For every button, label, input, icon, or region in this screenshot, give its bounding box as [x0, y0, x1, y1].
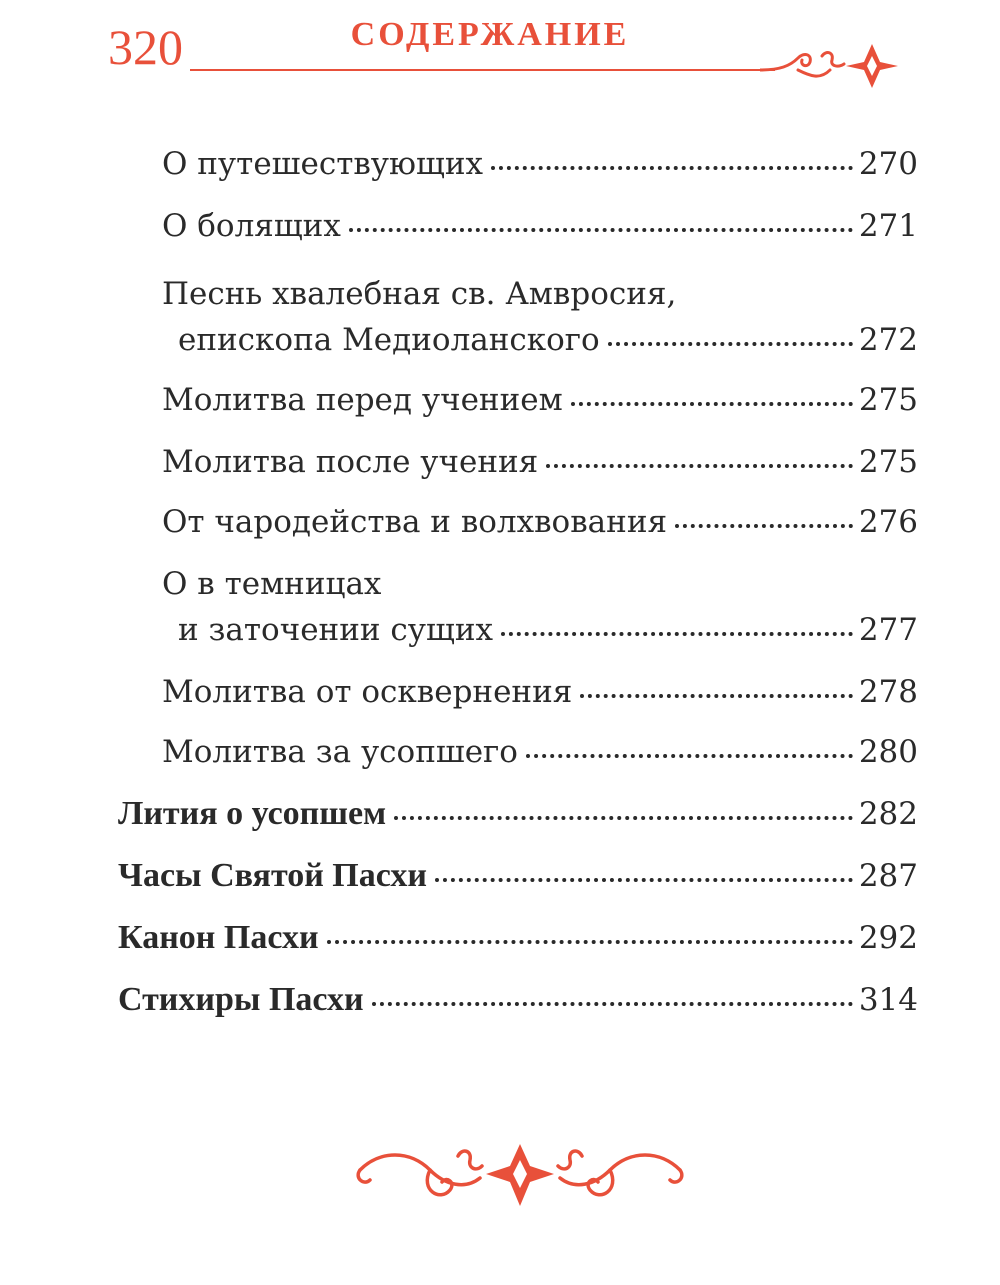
toc-entry-title: О путешествующих [162, 146, 483, 182]
toc-entry-page: 282 [858, 796, 918, 832]
toc-entry-page: 276 [858, 504, 918, 540]
toc-entry-page: 292 [858, 920, 918, 956]
flourish-ornament-icon [760, 36, 900, 96]
toc-entry-title: Канон Пасхи [118, 919, 319, 956]
toc-entry-title: Молитва после учения [162, 444, 539, 480]
leader-dots [526, 754, 853, 758]
toc-entry-page: 277 [858, 612, 918, 648]
toc-entry-page: 287 [858, 858, 918, 894]
toc-entry-title: Лития о усопшем [118, 795, 387, 832]
leader-dots [675, 524, 853, 528]
toc-entry-page: 314 [858, 982, 918, 1018]
leader-dots [491, 166, 853, 170]
toc-entry-page: 270 [858, 146, 918, 182]
leader-dots [435, 878, 853, 882]
toc-entry-page: 280 [858, 734, 918, 770]
toc-entry-title-line1: Песнь хвалебная св. Амвросия, [162, 276, 677, 312]
leader-dots [608, 342, 853, 346]
leader-dots [571, 402, 853, 406]
toc-entry-page: 278 [858, 674, 918, 710]
leader-dots [546, 464, 853, 468]
toc-entry-title: и заточении сущих [178, 612, 493, 648]
toc-entry-title: Молитва от осквернения [162, 674, 573, 710]
leader-dots [501, 632, 853, 636]
leader-dots [327, 940, 853, 944]
toc-entry-title: О болящих [162, 208, 341, 244]
toc-entry-page: 275 [858, 382, 918, 418]
toc-entry-page: 275 [858, 444, 918, 480]
page-header [0, 0, 1000, 110]
toc-entry-title: Молитва перед учением [162, 382, 563, 418]
toc-entry-title: Стихиры Пасхи [118, 981, 364, 1018]
flourish-ornament-icon [350, 1130, 690, 1220]
header-rule [190, 69, 775, 71]
page-number: 320 [108, 19, 183, 75]
leader-dots [580, 694, 853, 698]
toc-entry-title: Часы Святой Пасхи [118, 857, 427, 894]
toc-entry-title: От чародейства и волхвования [162, 504, 668, 540]
toc-entry-title: епископа Медиоланского [178, 322, 600, 358]
toc-entry-title: Молитва за усопшего [162, 734, 518, 770]
leader-dots [349, 228, 853, 232]
leader-dots [394, 816, 853, 820]
toc-entry-title-line1: О в темницах [162, 566, 382, 602]
toc-entry-page: 272 [858, 322, 918, 358]
section-title: СОДЕРЖАНИЕ [350, 16, 630, 53]
leader-dots [372, 1002, 853, 1006]
toc-entry-page: 271 [858, 208, 918, 244]
